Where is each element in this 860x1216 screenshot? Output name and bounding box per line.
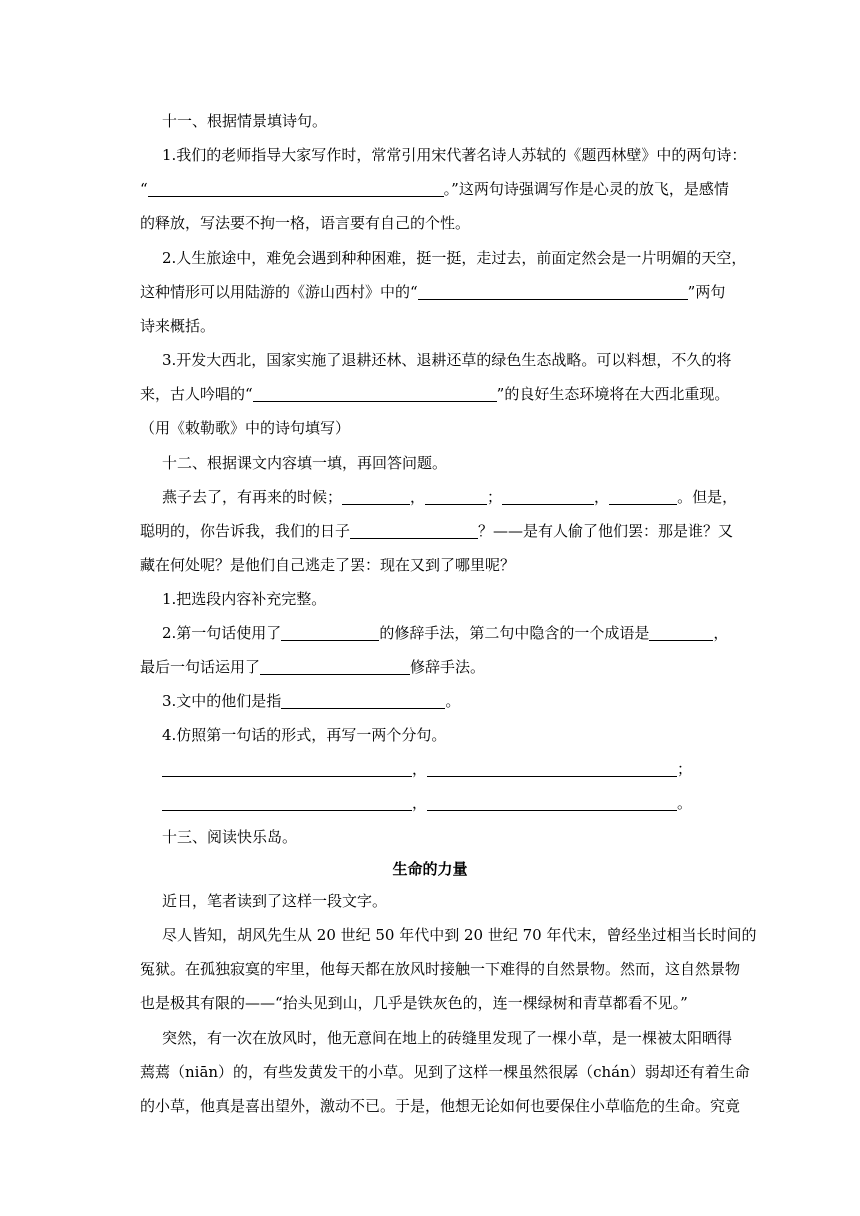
fill-blank[interactable] (502, 488, 594, 505)
passage-line3: 藏在何处呢？是他们自己逃走了罢：现在又到了哪里呢？ (140, 556, 516, 574)
q11-1-line1: 1.我们的老师指导大家写作时，常常引用宋代著名诗人苏轼的《题西林壁》中的两句诗： (162, 146, 747, 164)
punct: 。 (445, 692, 461, 710)
q-text: 修辞手法。 (410, 658, 486, 676)
fill-blank[interactable] (425, 488, 487, 505)
q11-1-after-blank: 。”这两句诗强调写作是心灵的放飞，是感情 (443, 180, 729, 198)
answer-line-1 (162, 757, 742, 781)
passage-text: 燕子去了，有再来的时候； (162, 488, 343, 506)
answer-blank[interactable] (162, 760, 412, 777)
answer-line-2 (162, 791, 742, 815)
fill-blank[interactable] (281, 692, 445, 709)
passage-text: 聪明的，你告诉我，我们的日子 (140, 522, 351, 540)
q11-2-line1: 2.人生旅途中，难免会遇到种种困难，挺一挺，走过去，前面定然会是一片明媚的天空， (162, 249, 747, 267)
q11-2-line2 (140, 280, 726, 304)
fill-blank[interactable] (350, 522, 478, 539)
fill-blank[interactable] (148, 180, 444, 197)
passage-text: 。但是， (677, 488, 738, 506)
q11-3-line2 (140, 382, 730, 406)
punct: ； (677, 760, 693, 778)
answer-blank[interactable] (427, 794, 677, 811)
punct: ， (412, 794, 428, 812)
fill-blank[interactable] (281, 624, 379, 641)
q11-1-line2 (140, 177, 729, 201)
q-text: 3.文中的他们是指 (162, 692, 282, 710)
section-12-heading: 十二、根据课文内容填一填，再回答问题。 (162, 454, 448, 472)
q11-3-line1: 3.开发大西北，国家实施了退耕还林、退耕还草的绿色生态战略。可以料想，不久的将 (162, 351, 732, 369)
fill-blank[interactable] (260, 658, 410, 675)
q11-3-line3: （用《敕勒歌》中的诗句填写） (140, 419, 351, 437)
q11-1-line3: 的释放，写法要不拘一格，语言要有自己的个性。 (140, 214, 471, 232)
q11-3-before-blank: 来，古人吟唱的“ (140, 385, 253, 403)
q12-2-line2 (140, 655, 720, 679)
section-11-heading: 十一、根据情景填诗句。 (162, 112, 328, 130)
fill-blank[interactable] (649, 624, 713, 641)
section-13-heading: 十三、阅读快乐岛。 (162, 828, 298, 846)
q11-3-after-blank: ”的良好生态环境将在大西北重现。 (496, 385, 730, 403)
passage-line1 (162, 485, 742, 509)
punct: ， (412, 760, 428, 778)
fill-blank[interactable] (253, 385, 497, 402)
q11-2-after-blank: ”两句 (687, 283, 726, 301)
fill-blank[interactable] (342, 488, 410, 505)
q-text: 最后一句话运用了 (140, 658, 261, 676)
punct: ， (594, 488, 610, 506)
q12-1: 1.把选段内容补充完整。 (162, 590, 327, 608)
q11-2-line3: 诗来概括。 (140, 317, 216, 335)
q-text: 的修辞手法，第二句中隐含的一个成语是 (379, 624, 650, 642)
q-text: 2.第一句话使用了 (162, 624, 282, 642)
open-quote: “ (140, 180, 148, 198)
q12-4: 4.仿照第一句话的形式，再写一两个分句。 (162, 726, 447, 744)
article-p2-line3: 也是极其有限的——“抬头见到山，几乎是铁灰色的，连一棵绿树和青草都看不见。” (140, 994, 688, 1012)
answer-blank[interactable] (162, 794, 412, 811)
passage-line2 (140, 519, 734, 543)
article-p2-line1: 尽人皆知，胡风先生从 20 世纪 50 年代中到 20 世纪 70 年代末，曾经坐过相当长时间的 (162, 926, 757, 944)
article-p3-line3: 的小草，他真是喜出望外，激动不已。于是，他想无论如何也要保住小草临危的生命。究竟 (140, 1097, 741, 1115)
punct: ； (487, 488, 503, 506)
punct: 。 (677, 794, 693, 812)
article-title: 生命的力量 (392, 860, 468, 878)
article-p1: 近日，笔者读到了这样一段文字。 (162, 892, 388, 910)
answer-blank[interactable] (427, 760, 677, 777)
article-p2-line2: 冤狱。在孤独寂寞的牢里，他每天都在放风时接触一下难得的自然景物。然而，这自然景物 (140, 960, 741, 978)
punct: ， (713, 624, 729, 642)
article-p3-line1: 突然，有一次在放风时，他无意间在地上的砖缝里发现了一棵小草，是一棵被太阳晒得 (162, 1029, 733, 1047)
passage-text: ？——是有人偷了他们罢：那是谁？又 (478, 522, 734, 540)
q12-3 (162, 689, 742, 713)
q12-2-line1 (162, 621, 742, 645)
article-p3-line2: 蔫蔫（niān）的，有些发黄发干的小草。见到了这样一棵虽然很孱（chán）弱却还有着生命 (140, 1063, 750, 1081)
q11-2-before-blank: 这种情形可以用陆游的《游山西村》中的“ (140, 283, 418, 301)
fill-blank[interactable] (418, 283, 688, 300)
fill-blank[interactable] (609, 488, 677, 505)
punct: ， (410, 488, 426, 506)
